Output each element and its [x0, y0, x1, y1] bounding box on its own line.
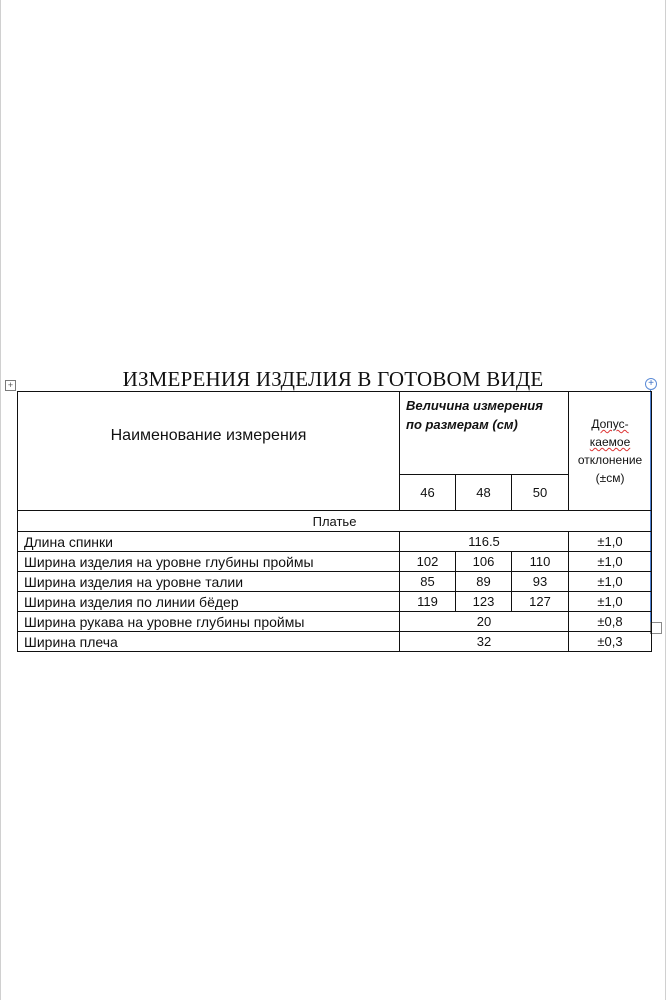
row-merged-value[interactable]: 116.5 — [400, 532, 569, 552]
header-measurement-name[interactable]: Наименование измерения — [18, 392, 400, 511]
row-merged-value[interactable]: 32 — [400, 632, 569, 652]
row-tolerance[interactable]: ±1,0 — [569, 552, 652, 572]
section-dress[interactable]: Платье — [18, 511, 652, 532]
row-name[interactable]: Ширина изделия на уровне глубины проймы — [18, 552, 400, 572]
header-size-46[interactable]: 46 — [400, 475, 456, 511]
table-row — [18, 532, 652, 552]
row-value-50[interactable]: 93 — [512, 572, 569, 592]
table-row — [18, 572, 652, 592]
row-tolerance[interactable]: ±0,8 — [569, 612, 652, 632]
table-row — [18, 612, 652, 632]
row-value-50[interactable]: 127 — [512, 592, 569, 612]
row-value-50[interactable]: 110 — [512, 552, 569, 572]
row-tolerance[interactable]: ±1,0 — [569, 532, 652, 552]
row-name[interactable]: Ширина изделия по линии бёдер — [18, 592, 400, 612]
add-row-icon[interactable]: + — [645, 378, 657, 390]
row-tolerance[interactable]: ±0,3 — [569, 632, 652, 652]
row-name[interactable]: Ширина плеча — [18, 632, 400, 652]
table-move-handle-icon[interactable]: + — [5, 380, 16, 391]
row-name[interactable]: Ширина изделия на уровне талии — [18, 572, 400, 592]
header-tolerance-line1: Допус- — [591, 417, 629, 431]
row-merged-value[interactable]: 20 — [400, 612, 569, 632]
header-tolerance-line3: отклонение — [577, 453, 643, 467]
measurements-table — [17, 391, 652, 652]
header-tolerance-line2: каемое — [589, 435, 631, 449]
row-value-46[interactable]: 102 — [400, 552, 456, 572]
header-size-values[interactable]: Величина измерения по размерам (см) — [400, 392, 569, 475]
table-row — [18, 592, 652, 612]
header-size-50[interactable]: 50 — [512, 475, 569, 511]
row-name[interactable]: Длина спинки — [18, 532, 400, 552]
page-border-left — [0, 0, 1, 1000]
table-row — [18, 552, 652, 572]
row-value-48[interactable]: 89 — [456, 572, 512, 592]
header-size-48[interactable]: 48 — [456, 475, 512, 511]
row-name[interactable]: Ширина рукава на уровне глубины проймы — [18, 612, 400, 632]
header-tolerance-line4: (±см) — [595, 471, 625, 485]
table-row — [18, 632, 652, 652]
row-value-46[interactable]: 85 — [400, 572, 456, 592]
row-value-46[interactable]: 119 — [400, 592, 456, 612]
row-tolerance[interactable]: ±1,0 — [569, 592, 652, 612]
row-value-48[interactable]: 106 — [456, 552, 512, 572]
row-value-48[interactable]: 123 — [456, 592, 512, 612]
document-title: ИЗМЕРЕНИЯ ИЗДЕЛИЯ В ГОТОВОМ ВИДЕ — [122, 367, 544, 391]
header-tolerance[interactable] — [569, 392, 652, 511]
row-tolerance[interactable]: ±1,0 — [569, 572, 652, 592]
